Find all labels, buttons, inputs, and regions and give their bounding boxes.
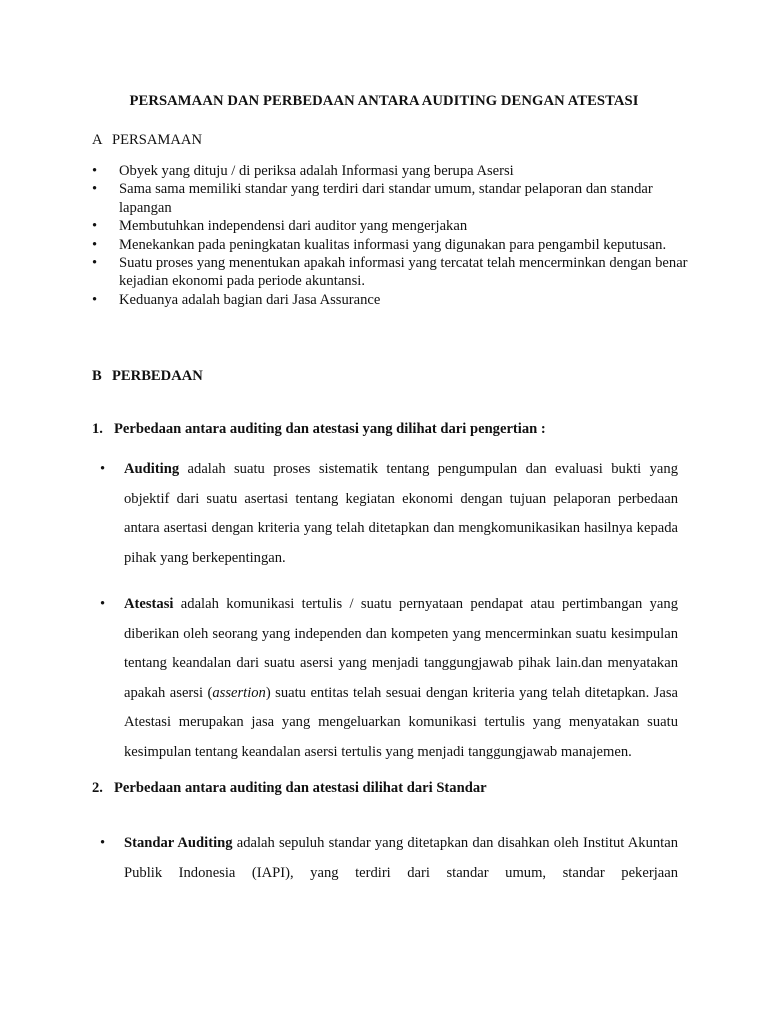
section-a-letter: A	[92, 132, 103, 148]
auditing-paragraph	[100, 455, 678, 573]
persamaan-list	[92, 162, 692, 309]
section-b-heading	[92, 368, 203, 385]
assertion-italic: assertion	[212, 684, 266, 701]
point-2-heading	[92, 780, 487, 797]
bullet-icon: •	[92, 163, 98, 179]
atestasi-definition-part-1: adalah komunikasi tertulis / suatu pernyataan pendapat atau pertimbangan yang diberikan oleh seorang yang independen dan kompeten yang mencerminkan suatu kesimpulan tentang keandalan dari suatu asersi yang menjadi tanggungjawab pihak lain.dan menyatakan apakah asersi (	[124, 596, 678, 701]
standar-auditing-paragraph	[100, 829, 678, 888]
section-b-title: PERBEDAAN	[112, 368, 203, 384]
bullet-icon: •	[92, 255, 98, 272]
list-item	[92, 180, 692, 217]
auditing-definition: adalah suatu proses sistematik tentang pengumpulan dan evaluasi bukti yang objektif dari suatu asertasi tentang kegiatan ekonomi dengan tujuan pelaporan perbedaan antara asertasi dengan kriteria yang telah ditetapkan dan mengkomunikasikan hasilnya kepada pihak yang berkepentingan.	[124, 461, 678, 566]
bullet-icon: •	[100, 835, 106, 851]
list-item	[92, 162, 692, 180]
list-item-text: Obyek yang dituju / di periksa adalah Informasi yang berupa Asersi	[119, 163, 514, 179]
bullet-icon: •	[92, 181, 98, 198]
list-item-text: Suatu proses yang menentukan apakah informasi yang tercatat telah mencerminkan dengan benar kejadian ekonomi pada periode akuntansi.	[119, 255, 688, 290]
atestasi-term: Atestasi	[124, 596, 174, 612]
list-item	[92, 254, 692, 291]
list-item	[92, 291, 692, 309]
bullet-icon: •	[92, 218, 98, 235]
list-item-text: Membutuhkan independensi dari auditor yang mengerjakan	[119, 218, 468, 235]
document-title: PERSAMAAN DAN PERBEDAAN ANTARA AUDITING DENGAN ATESTASI	[129, 93, 639, 109]
point-2-number: 2.	[92, 780, 103, 796]
section-b-letter: B	[92, 368, 102, 384]
point-1-number: 1.	[92, 421, 103, 437]
bullet-icon: •	[92, 291, 98, 308]
section-a-heading	[92, 132, 202, 149]
standar-auditing-definition: adalah sepuluh standar yang ditetapkan dan disahkan oleh Institut Akuntan Publik Indonesia (IAPI), yang terdiri dari standar umum, standar pekerjaan	[124, 835, 678, 881]
list-item-text: Sama sama memiliki standar yang terdiri dari standar umum, standar pelaporan dan standar lapangan	[119, 181, 653, 216]
atestasi-paragraph	[100, 590, 678, 768]
point-1-title: Perbedaan antara auditing dan atestasi yang dilihat dari pengertian :	[114, 421, 546, 437]
point-2-title: Perbedaan antara auditing dan atestasi dilihat dari Standar	[114, 780, 487, 796]
list-item	[92, 217, 692, 235]
bullet-icon: •	[100, 461, 106, 477]
list-item-text: Menekankan pada peningkatan kualitas informasi yang digunakan para pengambil keputusan.	[119, 236, 667, 253]
point-1-heading	[92, 421, 546, 438]
section-a-title: PERSAMAAN	[112, 132, 203, 148]
list-item	[92, 236, 692, 254]
bullet-icon: •	[92, 236, 98, 253]
bullet-icon: •	[100, 596, 106, 612]
list-item-text: Keduanya adalah bagian dari Jasa Assurance	[119, 291, 381, 308]
standar-auditing-term: Standar Auditing	[124, 835, 233, 851]
auditing-term: Auditing	[124, 461, 180, 477]
atestasi-definition-part-2: ) suatu entitas telah sesuai dengan kriteria yang telah ditetapkan. Jasa Atestasi merupakan jasa yang mengeluarkan komunikasi tertulis yang menyatakan suatu kesimpulan tentang keandalan asersi tertulis yang menjadi tanggungjawab manajemen.	[124, 684, 678, 760]
